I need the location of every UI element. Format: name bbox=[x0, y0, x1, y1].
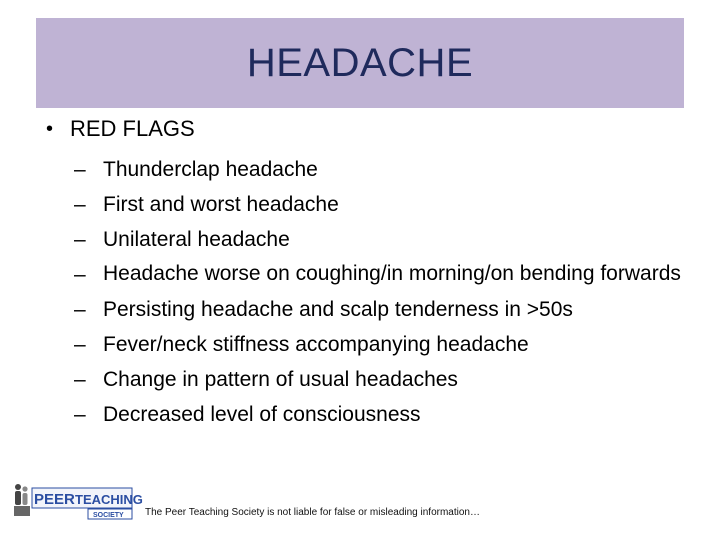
dash-icon: – bbox=[74, 158, 86, 181]
list-item: – Persisting headache and scalp tenderness in >50s bbox=[74, 292, 684, 327]
dash-icon: – bbox=[74, 333, 86, 356]
list-item: – Thunderclap headache bbox=[74, 152, 684, 187]
people-icon bbox=[14, 484, 30, 516]
title-banner bbox=[36, 18, 684, 108]
dash-icon: – bbox=[74, 193, 86, 216]
disclaimer-text: The Peer Teaching Society is not liable for false or misleading information… bbox=[145, 507, 480, 518]
red-flags-list bbox=[74, 152, 684, 432]
dash-icon: – bbox=[74, 263, 86, 286]
list-item: – Headache worse on coughing/in morning/on bending forwards bbox=[74, 257, 684, 292]
list-item: – Decreased level of consciousness bbox=[74, 397, 684, 432]
list-item: – Unilateral headache bbox=[74, 222, 684, 257]
logo-peer: PEER bbox=[34, 491, 75, 508]
bullet-dot-icon: • bbox=[46, 117, 54, 140]
list-item: – First and worst headache bbox=[74, 187, 684, 222]
dash-icon: – bbox=[74, 228, 86, 251]
dash-icon: – bbox=[74, 403, 86, 426]
peer-teaching-society-logo bbox=[12, 482, 143, 522]
list-item: – Fever/neck stiffness accompanying headache bbox=[74, 327, 684, 362]
logo-society: SOCIETY bbox=[93, 512, 124, 519]
dash-icon: – bbox=[74, 298, 86, 321]
dash-icon: – bbox=[74, 368, 86, 391]
slide-title: HEADACHE bbox=[246, 40, 474, 85]
logo-teaching: TEACHING bbox=[75, 492, 143, 507]
main-bullet-text: RED FLAGS bbox=[70, 116, 195, 141]
main-bullet bbox=[46, 116, 195, 142]
list-item: – Change in pattern of usual headaches bbox=[74, 362, 684, 397]
